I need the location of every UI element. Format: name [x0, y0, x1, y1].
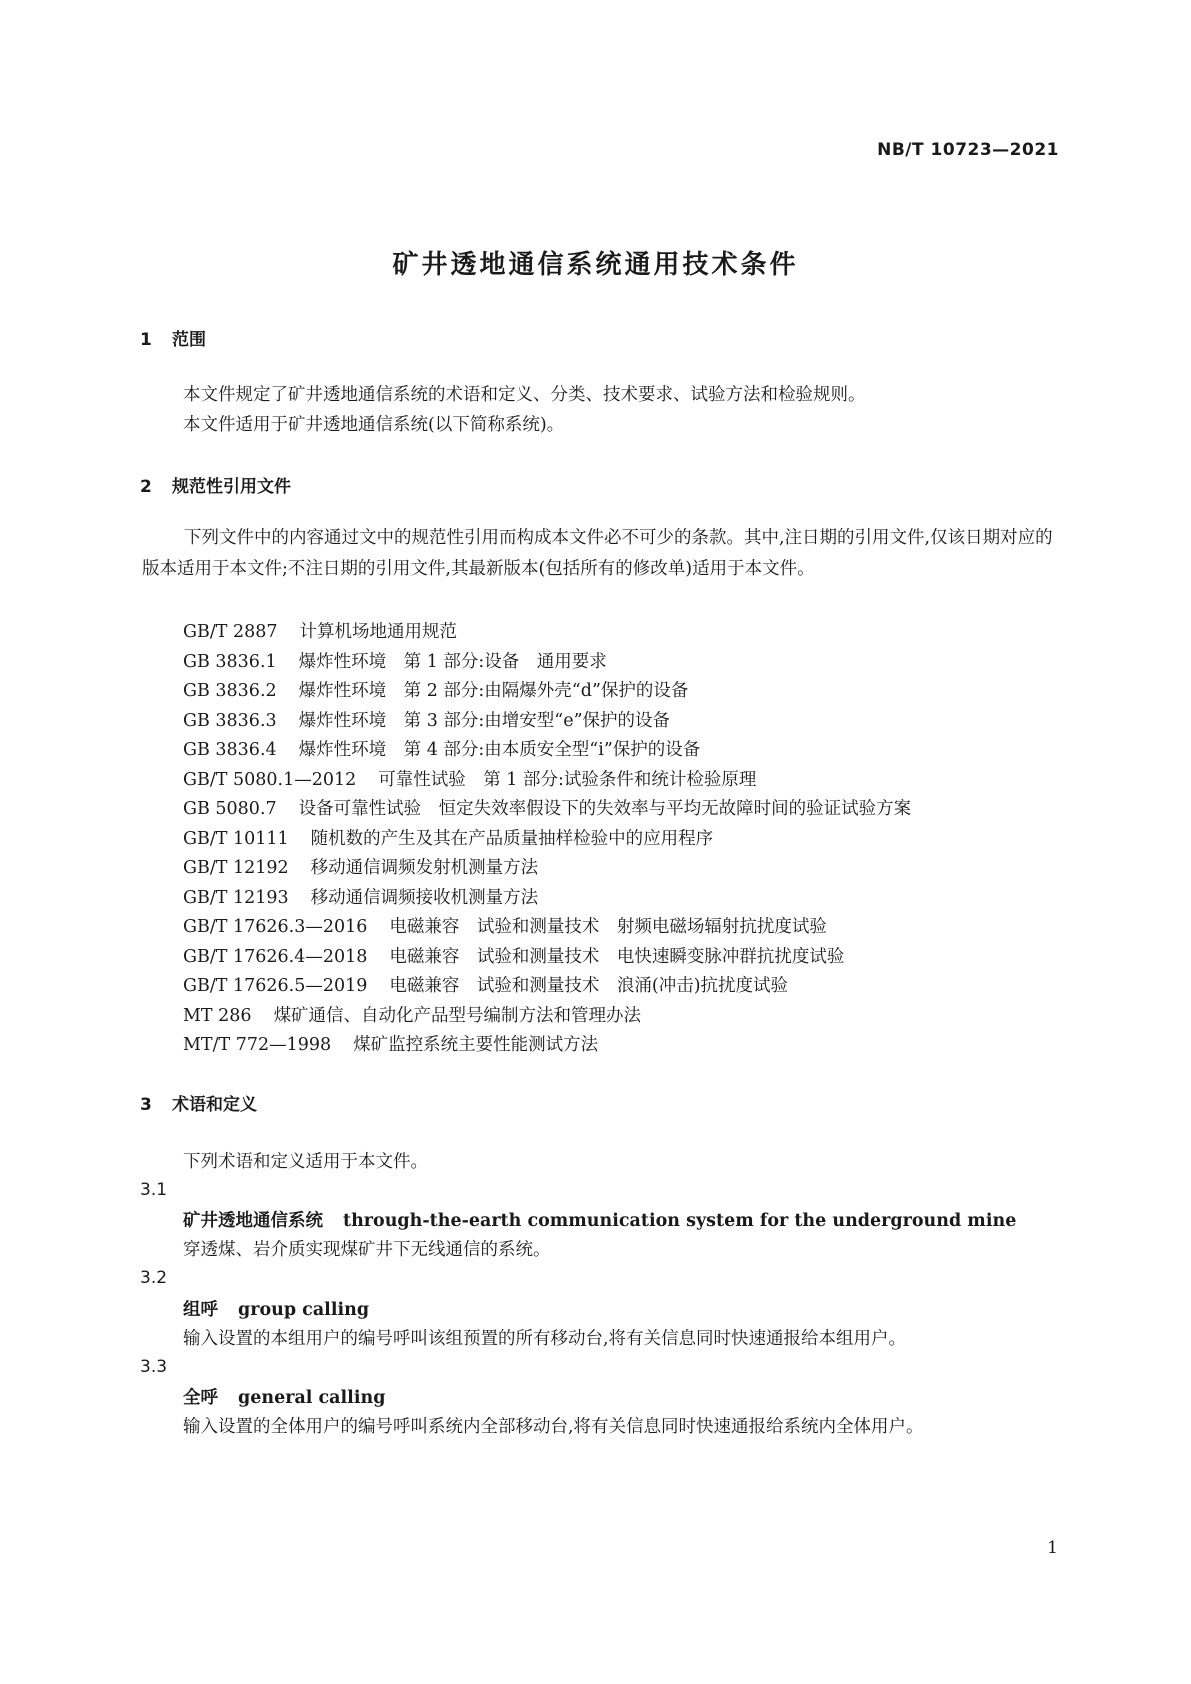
reference-item: MT/T 772—1998 煤矿监控系统主要性能测试方法: [183, 1035, 599, 1055]
section-title: 术语和定义: [172, 1095, 257, 1115]
term-definition: 输入设置的全体用户的编号呼叫系统内全部移动台,将有关信息同时快速通报给系统内全体用户。: [183, 1417, 924, 1437]
section-number: 3: [140, 1095, 152, 1115]
term-heading: 矿井透地通信系统 through-the-earth communication system for the underground mine: [183, 1211, 1017, 1231]
reference-item: GB/T 17626.4—2018 电磁兼容 试验和测量技术 电快速瞬变脉冲群抗扰度试验: [183, 947, 845, 967]
term-heading: 全呼 general calling: [183, 1388, 386, 1408]
section-2-heading: [140, 472, 291, 497]
reference-item: GB/T 5080.1—2012 可靠性试验 第 1 部分:试验条件和统计检验原理: [183, 770, 757, 790]
term-number: 3.3: [140, 1357, 168, 1377]
paragraph: 本文件规定了矿井透地通信系统的术语和定义、分类、技术要求、试验方法和检验规则。: [183, 385, 866, 405]
section-3-intro: 下列术语和定义适用于本文件。: [183, 1152, 428, 1172]
reference-item: GB 5080.7 设备可靠性试验 恒定失效率假设下的失效率与平均无故障时间的验证试验方案: [183, 799, 912, 819]
reference-item: GB 3836.2 爆炸性环境 第 2 部分:由隔爆外壳“d”保护的设备: [183, 681, 689, 701]
standard-number: NB/T 10723—2021: [877, 140, 1059, 160]
section-title: 范围: [172, 330, 206, 350]
reference-item: GB 3836.4 爆炸性环境 第 4 部分:由本质安全型“i”保护的设备: [183, 740, 701, 760]
reference-item: GB 3836.1 爆炸性环境 第 1 部分:设备 通用要求: [183, 652, 607, 672]
term-definition: 输入设置的本组用户的编号呼叫该组预置的所有移动台,将有关信息同时快速通报给本组用户。: [183, 1329, 907, 1349]
reference-item: GB/T 2887 计算机场地通用规范: [183, 622, 458, 642]
section-3-heading: [140, 1090, 257, 1115]
section-number: 2: [140, 477, 152, 497]
paragraph: 本文件适用于矿井透地通信系统(以下简称系统)。: [183, 415, 565, 435]
section-number: 1: [140, 330, 152, 350]
reference-item: GB/T 17626.3—2016 电磁兼容 试验和测量技术 射频电磁场辐射抗扰度试验: [183, 917, 827, 937]
intro-text: 下列文件中的内容通过文中的规范性引用而构成本文件必不可少的条款。其中,注日期的引用文件,仅该日期对应的版本适用于本文件;不注日期的引用文件,其最新版本(包括所有的修改单)适用于本文件。: [142, 528, 1053, 579]
reference-item: GB 3836.3 爆炸性环境 第 3 部分:由增安型“e”保护的设备: [183, 711, 671, 731]
term-definition: 穿透煤、岩介质实现煤矿井下无线通信的系统。: [183, 1240, 551, 1260]
term-number: 3.2: [140, 1268, 168, 1288]
term-number: 3.1: [140, 1180, 168, 1200]
reference-item: GB/T 10111 随机数的产生及其在产品质量抽样检验中的应用程序: [183, 829, 714, 849]
reference-item: GB/T 12192 移动通信调频发射机测量方法: [183, 858, 539, 878]
section-2-intro: [142, 523, 1060, 585]
term-heading: 组呼 group calling: [183, 1300, 370, 1320]
page-number: 1: [1047, 1538, 1058, 1558]
reference-item: GB/T 12193 移动通信调频接收机测量方法: [183, 888, 539, 908]
reference-item: MT 286 煤矿通信、自动化产品型号编制方法和管理办法: [183, 1006, 642, 1026]
document-title: 矿井透地通信系统通用技术条件: [392, 250, 799, 280]
section-1-heading: [140, 325, 206, 350]
reference-item: GB/T 17626.5—2019 电磁兼容 试验和测量技术 浪涌(冲击)抗扰度试验: [183, 976, 789, 996]
section-title: 规范性引用文件: [172, 477, 291, 497]
